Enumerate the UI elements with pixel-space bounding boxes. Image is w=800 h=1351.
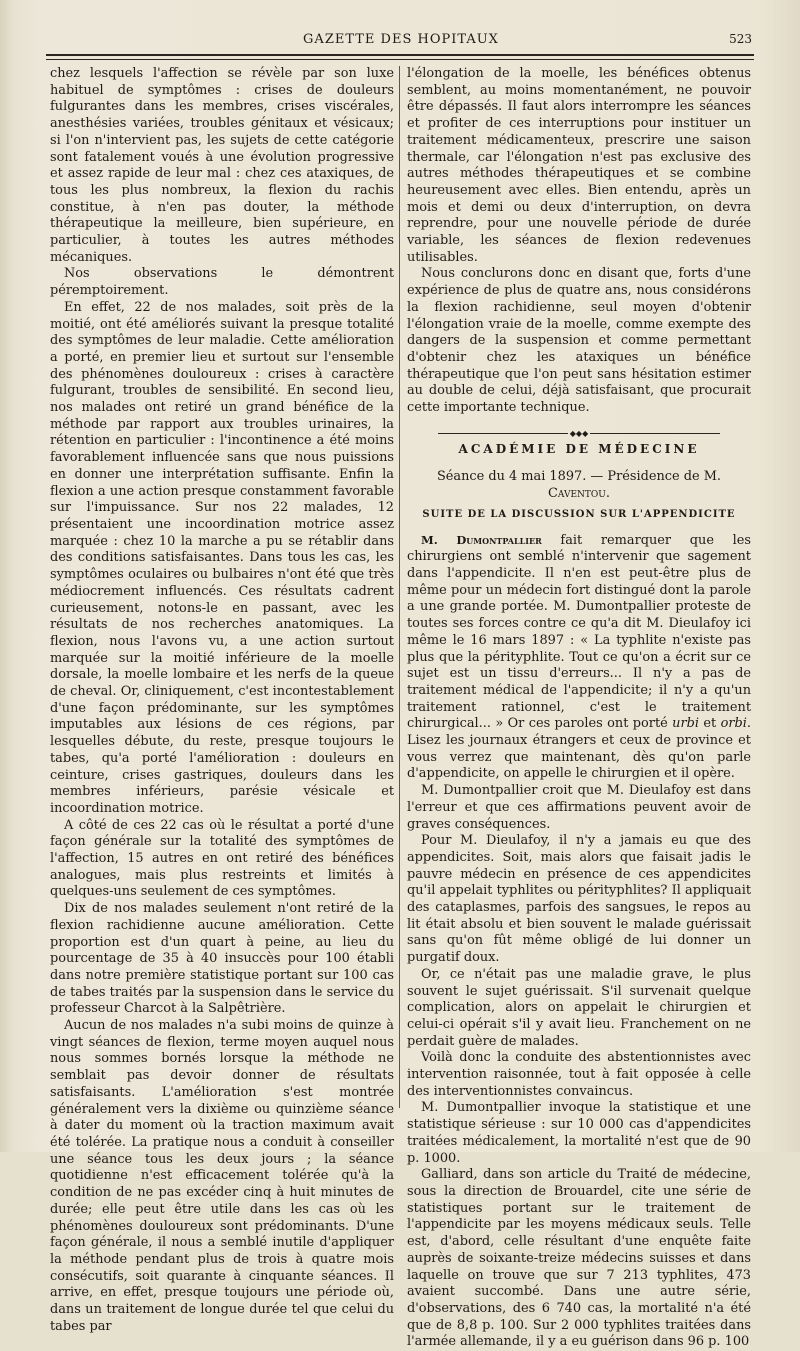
paragraph: Or, ce n'était pas une maladie grave, le plus souvent le sujet guérissait. S'il survenait quelque complication, alors on appelait le chirurgien et celui-ci opérait s'il y avait lieu. Franchement on ne perdait guère de malades. bbox=[407, 966, 751, 1049]
journal-title: GAZETTE DES HOPITAUX bbox=[303, 32, 499, 47]
paragraph-text: et bbox=[699, 716, 721, 732]
right-column bbox=[407, 66, 752, 1350]
page-number: 523 bbox=[729, 32, 752, 46]
paragraph: En effet, 22 de nos malades, soit près de la moitié, ont été améliorés suivant la presque totalité des symptômes de leur maladie. Cette amélioration a porté, en premier lieu et surtout sur l'ensemble des phénomènes douloureux : crises à caractère fulgurant, troubles de sensibilité. En second lieu, nos malades ont retiré un grand bénéfice de la méthode par rapport aux troubles urinaires, la rétention en particulier : l'incontinence a été moins favorablement influencée sans que nous puissions en donner une interprétation suffisante. Enfin la flexion a une action presque constamment favorable sur l'impuissance. Sur nos 22 malades, 12 présentaient une incoordination motrice assez marquée : chez 10 la marche a pu se rétablir dans des conditions satisfaisantes. Dans tous les cas, les symptômes oculaires ou bulbaires n'ont été que très médiocrement influencés. Ces résultats cadrent curieusement, notons-le en passant, avec les résultats de nos recherches anatomiques. La flexion, nous l'avons vu, a une action surtout marquée sur la moitié inférieure de la moelle dorsale, la moelle lombaire et les nerfs de la queue de cheval. Or, cliniquement, c'est incontestablement d'une façon prédominante, sur les symptômes imputables aux lésions de ces régions, par lesquelles débute, du reste, presque toujours le tabes, qu'a porté l'amélioration : douleurs en ceinture, crises gastriques, douleurs dans les membres inférieurs, parésie vésicale et incoordination motrice. bbox=[50, 299, 394, 816]
president-name: Caventou. bbox=[548, 486, 610, 502]
latin-term: orbi bbox=[720, 716, 747, 732]
section-ornament: ◆◆◆ bbox=[407, 425, 751, 433]
speaker-name: M. Dumontpallier bbox=[421, 532, 542, 547]
paragraph: chez lesquels l'affection se révèle par son luxe habituel de symptômes : crises de douleurs fulgurantes dans les membres, crises viscérales, anesthésies variées, troubles génitaux et vésicaux; si l'on n'intervient pas, les sujets de cette catégorie sont fatalement voués à une évolution progressive et assez rapide de leur mal : chez ces ataxiques, de tous les plus nombreux, la flexion du rachis constitue, à n'en pas douter, la méthode thérapeutique la meilleure, bien supérieure, en particulier, à toutes les autres méthodes mécaniques. bbox=[50, 66, 394, 265]
paragraph: M. Dumontpallier croit que M. Dieulafoy est dans l'erreur et que ces affirmations peuvent avoir de graves conséquences. bbox=[407, 783, 751, 832]
header-rule-thick bbox=[46, 54, 754, 56]
paragraph: Nos observations le démontrent péremptoirement. bbox=[50, 266, 394, 299]
paragraph: Galliard, dans son article du Traité de médecine, sous la direction de Brouardel, cite une série de statistiques portant sur le traitement de l'appendicite par les moyens médicaux seuls. Telle est, d'abord, celle résultant d'une enquête faite auprès de soixante-treize médecins suisses et dans laquelle on trouve que sur 7 213 typhlites, 473 avaient succombé. Dans une autre série, d'observations, des 6 740 cas, la mortalité n'a été que de 8,8 p. 100. Sur 2 000 typhlites traitées dans l'armée allemande, il y a eu guérison dans 96 p. 100 bbox=[407, 1167, 751, 1350]
paragraph bbox=[407, 532, 751, 784]
section-heading: ACADÉMIE DE MÉDECINE bbox=[458, 441, 700, 456]
sub-heading: SUITE DE LA DISCUSSION SUR L'APPENDICITE bbox=[422, 508, 736, 520]
session-prefix: Séance du 4 mai 1897. — Présidence de M. bbox=[436, 469, 722, 485]
left-column bbox=[50, 66, 394, 1334]
paragraph: Nous conclurons donc en disant que, forts d'une expérience de plus de quatre ans, nous considérons la flexion rachidienne, seul moyen d'obtenir l'élongation vraie de la moelle, comme exempte des dangers de la suspension et comme permettant d'obtenir chez les ataxiques un bénéfice thérapeutique que l'on peut sans hésitation estimer au double de celui, déjà satisfaisant, que procurait cette importante technique. bbox=[407, 266, 751, 416]
header-rule-thin bbox=[46, 59, 754, 60]
paragraph: l'élongation de la moelle, les bénéfices obtenus semblent, au moins momentanément, ne pouvoir être dépassés. Il faut alors interrompre les séances et profiter de ces interruptions pour instituer un traitement médicamenteux, prescrire une saison thermale, car l'élongation n'est pas exclusive des autres méthodes thérapeutiques et se combine heureusement avec elles. Bien entendu, après un mois et demi ou deux d'interruption, on devra reprendre, pour une nouvelle période de durée variable, les séances de flexion redevenues utilisables. bbox=[407, 66, 751, 265]
running-header bbox=[46, 30, 756, 50]
paragraph: Pour M. Dieulafoy, il n'y a jamais eu que des appendicites. Soit, mais alors que faisait jadis le pauvre médecin en présence de ces appendicites qu'il appelait typhlites ou pérityphlites? Il appliquait des cataplasmes, parfois des sangsues, le repos au lit était absolu et bien souvent le malade guérissait sans qu'on fût même obligé de lui donner un purgatif doux. bbox=[407, 833, 751, 966]
paragraph: Voilà donc la conduite des abstentionnistes avec intervention raisonnée, tout à fait opposée à celle des interventionnistes convaincus. bbox=[407, 1050, 751, 1099]
paragraph: Dix de nos malades seulement n'ont retiré de la flexion rachidienne aucune amélioration. Cette proportion est d'un quart à peine, au lieu du pourcentage de 35 à 40 insuccès pour 100 établi dans notre première statistique portant sur 100 cas de tabes traités par la suspension dans le service du professeur Charcot à la Salpêtrière. bbox=[50, 901, 394, 1017]
latin-term: urbi bbox=[672, 716, 699, 732]
paragraph-text: . Lisez les journaux étrangers et ceux de province et vous verrez que maintenant, dès qu'on parle d'appendicite, on appelle le chirurgien et il opère. bbox=[407, 716, 751, 782]
paragraph: A côté de ces 22 cas où le résultat a porté d'une façon générale sur la totalité des symptômes de l'affection, 15 autres en ont retiré des bénéfices analogues, mais plus restreints et limités à quelques-uns seulement de ces symptômes. bbox=[50, 817, 394, 900]
session-line bbox=[407, 469, 751, 502]
column-divider bbox=[399, 66, 400, 1108]
paragraph: Aucun de nos malades n'a subi moins de quinze à vingt séances de flexion, terme moyen auquel nous nous sommes bornés lorsque la méthode ne semblait pas devoir donner de résultats satisfaisants. L'amélioration s'est montrée généralement vers la dixième ou quinzième séance à dater du moment où la traction maximum avait été tolérée. La pratique nous a conduit à conseiller une séance tous les deux jours ; la séance quotidienne n'est efficacement tolérée qu'à la condition de ne pas excéder cinq à huit minutes de durée; elle peut être utile dans les cas où les phénomènes douloureux sont prédominants. D'une façon générale, il nous a semblé inutile d'appliquer la méthode pendant plus de trois à quatre mois consécutifs, soit quarante à cinquante séances. Il arrive, en effet, presque toujours une période où, dans un traitement de longue durée tel que celui du tabes par bbox=[50, 1018, 394, 1334]
paragraph-text: fait remarquer que les chirurgiens ont semblé n'intervenir que sagement dans l'appendicite. Il n'en est peut-être plus de même pour un médecin fort distingué dont la parole a une grande portée. M. Dumontpallier proteste de toutes ses forces contre ce qu'a dit M. Dieulafoy ici même le 16 mars 1897 : « La typhlite n'existe pas plus que la pérityphlite. Tout ce qu'on a écrit sur ce sujet est un tissu d'erreurs... Il n'y a pas de traitement médical de l'appendicite; il n'y a qu'un traitement rationnel, c'est le traitement chirurgical... » Or ces paroles ont porté bbox=[407, 532, 752, 732]
paragraph: M. Dumontpallier invoque la statistique et une statistique sérieuse : sur 10 000 cas d'appendicites traitées médicalement, la mortalité n'est que de 90 p. 1000. bbox=[407, 1100, 751, 1166]
